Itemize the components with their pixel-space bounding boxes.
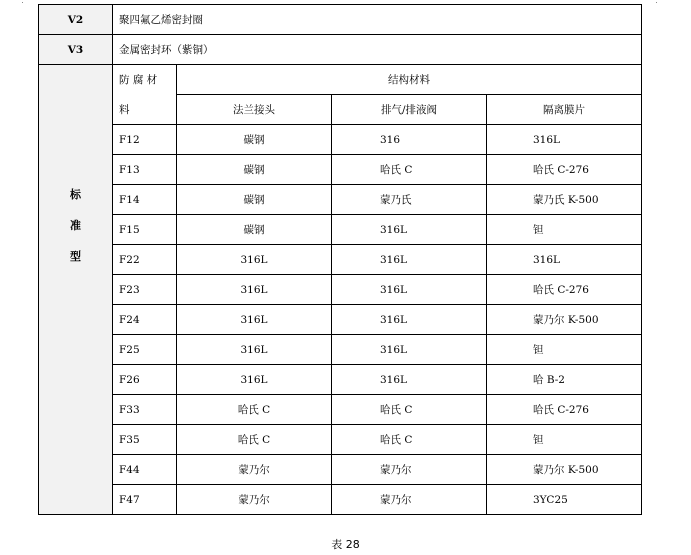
material-code-cell: F35 [113,425,177,455]
group-label-char: 标 [70,188,81,201]
header-row-2 [39,95,642,125]
table-row [39,425,642,455]
valve-material-cell: 316L [332,305,487,335]
row-v2 [39,5,642,35]
v2-code: V2 [39,5,113,35]
valve-material-cell: 哈氏 C [332,395,487,425]
table-row [39,185,642,215]
flange-material-cell: 316L [177,365,332,395]
flange-header: 法兰接头 [177,95,332,125]
diaphragm-material-cell: 蒙乃尔 K-500 [487,305,642,335]
diaphragm-material-cell: 哈氏 C-276 [487,155,642,185]
table-row [39,215,642,245]
valve-material-cell: 哈氏 C [332,155,487,185]
table-row [39,455,642,485]
material-code-cell: F33 [113,395,177,425]
flange-material-cell: 蒙乃尔 [177,485,332,515]
diaphragm-material-cell: 钽 [487,215,642,245]
corner-mark [656,2,657,3]
flange-material-cell: 316L [177,275,332,305]
anticorrosion-header-line1: 防 腐 材 [113,65,177,95]
group-label-char: 型 [70,250,81,263]
anticorrosion-header-line2: 料 [113,95,177,125]
valve-material-cell: 316L [332,245,487,275]
diaphragm-header: 隔离膜片 [487,95,642,125]
material-spec-table [38,4,642,515]
material-code-cell: F26 [113,365,177,395]
v3-code: V3 [39,35,113,65]
valve-material-cell: 蒙乃氏 [332,185,487,215]
table-row [39,275,642,305]
diaphragm-material-cell: 蒙乃尔 K-500 [487,455,642,485]
diaphragm-material-cell: 316L [487,125,642,155]
flange-material-cell: 碳钢 [177,185,332,215]
diaphragm-material-cell: 蒙乃氏 K-500 [487,185,642,215]
valve-material-cell: 蒙乃尔 [332,455,487,485]
diaphragm-material-cell: 哈氏 C-276 [487,395,642,425]
table-row [39,335,642,365]
valve-header: 排气/排液阀 [332,95,487,125]
material-code-cell: F23 [113,275,177,305]
valve-material-cell: 316L [332,215,487,245]
table-row [39,305,642,335]
table-row [39,155,642,185]
material-code-cell: F22 [113,245,177,275]
table-row [39,485,642,515]
valve-material-cell: 哈氏 C [332,425,487,455]
table-row [39,365,642,395]
table-row [39,245,642,275]
diaphragm-material-cell: 哈氏 C-276 [487,275,642,305]
material-code-cell: F12 [113,125,177,155]
v2-description: 聚四氟乙烯密封圈 [113,5,642,35]
flange-material-cell: 哈氏 C [177,425,332,455]
material-code-cell: F24 [113,305,177,335]
table-row [39,395,642,425]
flange-material-cell: 碳钢 [177,155,332,185]
group-label-char: 准 [70,219,81,232]
material-code-cell: F15 [113,215,177,245]
flange-material-cell: 316L [177,305,332,335]
table-row [39,125,642,155]
valve-material-cell: 316L [332,335,487,365]
valve-material-cell: 316L [332,365,487,395]
row-v3 [39,35,642,65]
valve-material-cell: 316L [332,275,487,305]
flange-material-cell: 316L [177,335,332,365]
diaphragm-material-cell: 3YC25 [487,485,642,515]
flange-material-cell: 316L [177,245,332,275]
material-code-cell: F44 [113,455,177,485]
material-code-cell: F47 [113,485,177,515]
flange-material-cell: 蒙乃尔 [177,455,332,485]
flange-material-cell: 碳钢 [177,125,332,155]
valve-material-cell: 蒙乃尔 [332,485,487,515]
material-code-cell: F13 [113,155,177,185]
diaphragm-material-cell: 钽 [487,335,642,365]
diaphragm-material-cell: 哈 B-2 [487,365,642,395]
diaphragm-material-cell: 316L [487,245,642,275]
structure-material-header: 结构材料 [177,65,642,95]
material-code-cell: F14 [113,185,177,215]
header-row-1 [39,65,642,95]
flange-material-cell: 碳钢 [177,215,332,245]
diaphragm-material-cell: 钽 [487,425,642,455]
flange-material-cell: 哈氏 C [177,395,332,425]
v3-description: 金属密封环（紫铜） [113,35,642,65]
group-label-cell [39,65,113,515]
corner-mark [22,2,23,3]
table-caption: 表 28 [331,538,360,551]
material-code-cell: F25 [113,335,177,365]
valve-material-cell: 316 [332,125,487,155]
